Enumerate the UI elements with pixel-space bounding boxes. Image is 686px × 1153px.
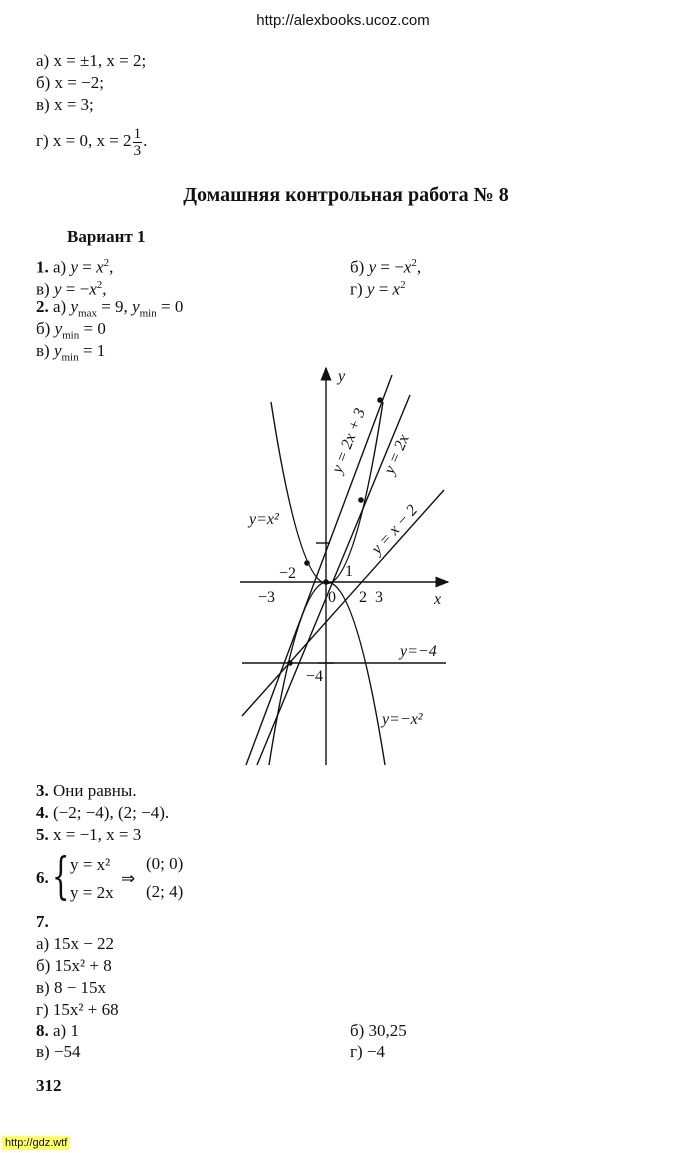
answer-1a: 1. а) $y = x^2$, [36, 257, 114, 277]
footer-url[interactable]: http://gdz.wtf [2, 1136, 70, 1150]
parabola-down [269, 582, 385, 765]
page-number: 312 [36, 1076, 62, 1095]
answer-7a: а) 15x − 22 [36, 934, 115, 953]
system-brace: { [52, 847, 70, 905]
header-url[interactable]: http://alexbooks.ucoz.com [256, 12, 430, 29]
answer-2a: 2. а) $y_{max} = 9$, $y_{min} = 0$ [36, 297, 184, 320]
prev-answer-a: а) x = ±1, x = 2; [36, 51, 147, 70]
answer-6-point-1: (0; 0) [146, 854, 184, 873]
parabola-up [271, 402, 383, 584]
answer-8a: 8. а) 1 [36, 1021, 79, 1040]
answer-7v: в) 8 − 15x [36, 978, 107, 997]
label-parabola-down: y=−x² [382, 711, 423, 728]
answer-3: 3. Они равны. [36, 781, 137, 800]
implies-arrow: ⇒ [121, 869, 136, 889]
answer-1b: б) $y = -x^2$, [350, 257, 422, 277]
prev-answer-g: г) x = 0, x = 2 $\frac{1}{3}$ . [36, 125, 148, 159]
answer-7-number: 7. [36, 912, 49, 931]
answer-4: 4. (−2; −4), (2; −4). [36, 803, 170, 822]
answer-7b: б) 15x² + 8 [36, 956, 112, 975]
line-2x-plus-3 [246, 375, 392, 765]
answer-6-point-2: (2; 4) [146, 882, 184, 901]
tick-m2: −2 [279, 565, 297, 582]
label-line-2x-plus-3: y = 2x + 3 [328, 406, 370, 476]
label-line-2x: y = 2x [381, 432, 413, 477]
label-line-x-minus-2: y = x − 2 [368, 501, 421, 558]
answer-8g: г) −4 [350, 1042, 385, 1061]
tick-1: 1 [345, 563, 353, 580]
answer-7g: г) 15x² + 68 [36, 1000, 119, 1019]
answer-1v: в) $y = -x^2$, [36, 279, 107, 299]
system-eq-1: y = x² [70, 855, 111, 874]
answer-8v: в) −54 [36, 1042, 81, 1061]
system-eq-2: y = 2x [70, 883, 114, 902]
point-0-0 [323, 579, 329, 585]
answer-2b: б) $y_{min} = 0$ [36, 319, 106, 342]
tick-m3: −3 [258, 589, 276, 606]
point-m2-m4 [287, 660, 293, 666]
point-m1-1 [304, 560, 310, 566]
answer-8b: б) 30,25 [350, 1021, 407, 1040]
function-graph [220, 360, 460, 775]
answer-5: 5. x = −1, x = 3 [36, 825, 142, 844]
point-3-9 [377, 397, 383, 403]
answer-2v: в) $y_{min} = 1$ [36, 341, 106, 364]
tick-m4: −4 [306, 668, 324, 685]
axis-x-label: x [434, 591, 442, 608]
page-title: Домашняя контрольная работа № 8 [183, 184, 509, 206]
prev-answer-b: б) x = −2; [36, 73, 104, 92]
tick-2: 2 [359, 589, 367, 606]
tick-3: 3 [375, 589, 383, 606]
answer-6-number: 6. [36, 868, 49, 887]
label-parabola-up: y=x² [249, 511, 279, 528]
answer-1g: г) $y = x^2$ [350, 279, 406, 299]
label-line-minus-4: y=−4 [400, 643, 437, 660]
axis-y-label: y [338, 368, 346, 385]
variant-heading: Вариант 1 [67, 227, 146, 246]
tick-0: 0 [328, 589, 336, 606]
point-2-4 [358, 497, 364, 503]
prev-answer-v: в) x = 3; [36, 95, 94, 114]
